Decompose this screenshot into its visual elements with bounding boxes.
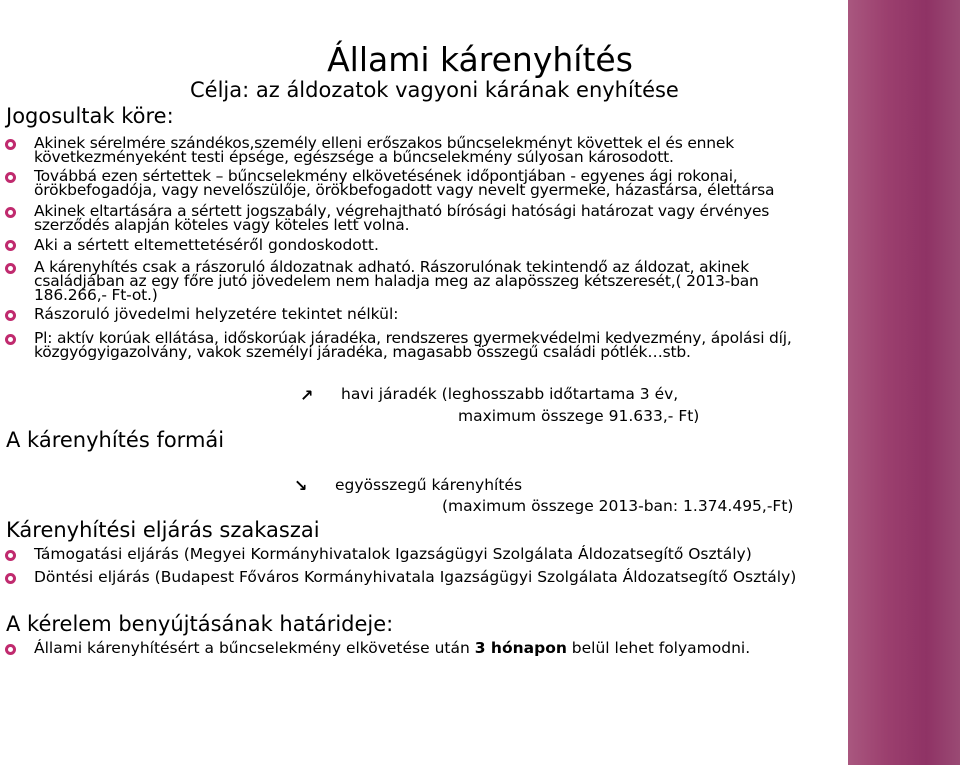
eligible-item-line: Pl: aktív korúak ellátása, időskorúak járadéka, rendszeres gyermekvédelmi kedvezmény, ápolási díj, <box>34 329 792 347</box>
bullet-icon <box>5 550 16 561</box>
arrow-down-right-icon: ↘ <box>294 476 308 495</box>
bullet-icon <box>5 334 16 345</box>
eligible-item-line: Akinek eltartására a sértett jogszabály, végrehajtható bírósági hatósági határozat vagy érvényes <box>34 202 770 220</box>
eligible-item-line: 186.266,- Ft-ot.) <box>34 286 158 304</box>
forms-option2-line1: egyösszegű kárenyhítés <box>335 476 523 494</box>
eligible-item-line: családjában az egy főre jutó jövedelem nem haladja meg az alapösszeg kétszeresét,( 2013-ban <box>34 272 759 290</box>
eligible-item-line: örökbefogadója, vagy nevelőszülője, örökbefogadott vagy nevelt gyermeke, házastársa, élettársa <box>34 181 775 199</box>
decorative-side-bar <box>848 0 960 765</box>
forms-option2-line2: (maximum összege 2013-ban: 1.374.495,-Ft) <box>442 497 794 515</box>
bullet-icon <box>5 310 16 321</box>
bullet-icon <box>5 644 16 655</box>
deadline-text <box>34 639 750 657</box>
bullet-icon <box>5 240 16 251</box>
deadline-text-before: Állami kárenyhítésért a bűncselekmény elkövetése után <box>34 639 475 657</box>
eligible-item-line: közgyógyigazolvány, vakok személyi járadéka, magasabb összegű családi pótlék…stb. <box>34 343 691 361</box>
deadline-text-after: belül lehet folyamodni. <box>566 639 751 657</box>
page-subtitle: Célja: az áldozatok vagyoni kárának enyhítése <box>190 78 679 102</box>
stages-item: Döntési eljárás (Budapest Főváros Kormányhivatala Igazságügyi Szolgálata Áldozatsegítő Osztály) <box>34 568 797 586</box>
bullet-icon <box>5 573 16 584</box>
bullet-icon <box>5 139 16 150</box>
eligible-heading: Jogosultak köre: <box>6 104 174 128</box>
deadline-heading: A kérelem benyújtásának határideje: <box>6 612 394 636</box>
stages-item: Támogatási eljárás (Megyei Kormányhivatalok Igazságügyi Szolgálata Áldozatsegítő Osztály) <box>34 545 752 563</box>
eligible-item-line: Aki a sértett eltemettetéséről gondoskodott. <box>34 236 379 254</box>
forms-option1-line2: maximum összege 91.633,- Ft) <box>458 407 700 425</box>
stages-heading: Kárenyhítési eljárás szakaszai <box>6 518 320 542</box>
bullet-icon <box>5 172 16 183</box>
page-title: Állami kárenyhítés <box>327 40 633 79</box>
bullet-icon <box>5 207 16 218</box>
eligible-item-line: szerződés alapján köteles vagy köteles lett volna. <box>34 216 410 234</box>
eligible-item-line: A kárenyhítés csak a rászoruló áldozatnak adható. Rászorulónak tekintendő az áldozat, akinek <box>34 258 750 276</box>
eligible-item-line: Rászoruló jövedelmi helyzetére tekintet nélkül: <box>34 305 399 323</box>
arrow-up-right-icon: ↗ <box>300 386 314 405</box>
eligible-item-line: Továbbá ezen sértettek – bűncselekmény elkövetésének időpontjában - egyenes ági rokonai, <box>34 167 738 185</box>
forms-heading: A kárenyhítés formái <box>6 428 225 452</box>
eligible-item-line: következményeként testi épsége, egészsége a bűncselekmény súlyosan károsodott. <box>34 148 674 166</box>
deadline-text-bold: 3 hónapon <box>474 639 567 657</box>
forms-option1-line1: havi járadék (leghosszabb időtartama 3 év, <box>341 385 679 403</box>
eligible-item-line: Akinek sérelmére szándékos,személy elleni erőszakos bűncselekményt követtek el és ennek <box>34 134 735 152</box>
bullet-icon <box>5 263 16 274</box>
